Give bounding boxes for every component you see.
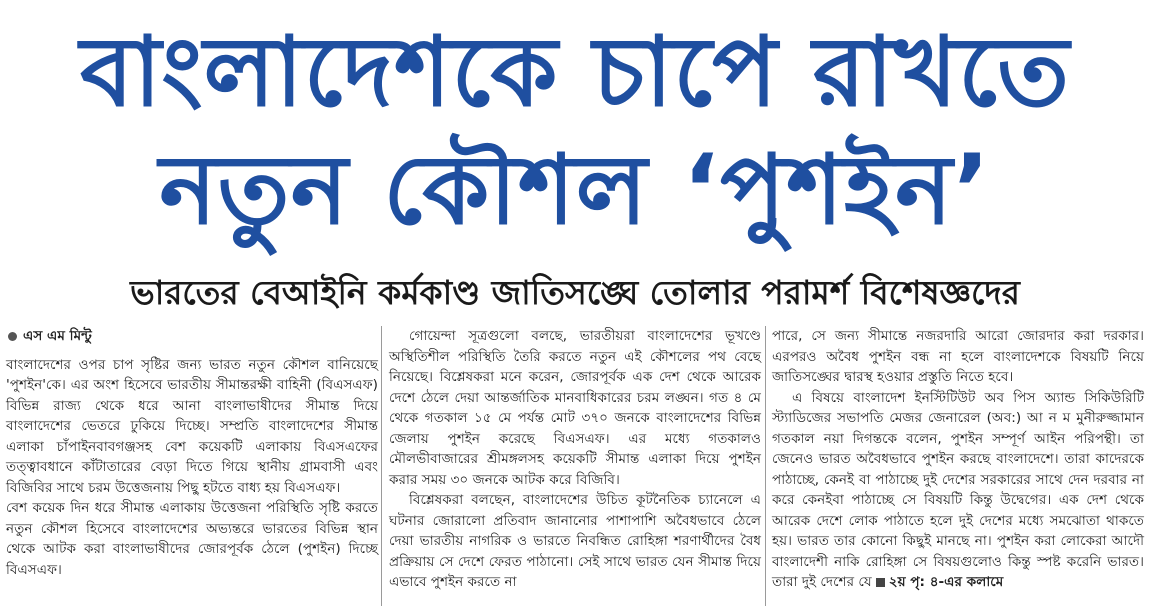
column-divider bbox=[765, 326, 766, 606]
article-paragraph: এ বিষয়ে বাংলাদেশ ইনস্টিটিউট অব পিস অ্যান্ড সিকিউরিটি স্ট্যাডিজের সভাপতি মেজর জেনারেল (অব:) আ ন ম মুনীরুজ্জামান গতকাল নয়া দিগন্তকে বলেন, পুশইন সম্পূর্ণ আইন পরিপন্থী। তা জেনেও ভারত অবৈধভাবে পুশইন করছে বাংলাদেশে। তারা কাদেরকে পাঠাচ্ছে, কেনই বা পাঠাচ্ছে দুই দেশের সরকারের সাথে দেন দরবার না করে কেনইবা পাঠাচ্ছে সে বিষয়টি কিন্তু উদ্বেগের। এক দেশ থেকে আরেক দেশে লোক পাঠাতে হলে দুই দেশের মধ্যে সমঝোতা থাকতে হয়। ভারত তার কোনো কিছুই মানছে না। পুশইন করা লোকেরা আদৌ বাংলাদেশী নাকি রোহিঙ্গা সে বিষয়গুলোও কিন্তু স্পষ্ট করেনি ভারত। তারা দুই দেশের যে bbox=[772, 389, 1144, 590]
column-divider bbox=[381, 326, 382, 606]
article-paragraph: বাংলাদেশের ওপর চাপ সৃষ্টির জন্য ভারত নতুন কৌশল বানিয়েছে 'পুশইন'কে। এর অংশ হিসেবে ভারতীয় সীমান্তরক্ষী বাহিনী (বিএসএফ) বিভিন্ন রাজ্য থেকে ধরে আনা বাংলাভাষীদের সীমান্ত দিয়ে বাংলাদেশের ভেতরে ঢুকিয়ে দিচ্ছে। সম্প্রতি বাংলাদেশের সীমান্ত এলাকা চাঁপাইনবাবগঞ্জসহ বেশ কয়েকটি এলাকায় বিএসএফের তত্ত্বাবধানে কাঁটাতারের বেড়া দিতে গিয়ে স্থানীয় গ্রামবাসী এবং বিজিবির সাথে চরম উত্তেজনায় পিছু হটতে বাধ্য হয় বিএসএফ। bbox=[6, 356, 378, 496]
byline bbox=[6, 326, 378, 347]
article-column-1 bbox=[6, 326, 378, 580]
headline-line-2: নতুন কৌশল ‘পুশইন’ bbox=[159, 134, 991, 246]
byline-author: এস এম মিন্টু bbox=[23, 328, 92, 344]
headline-line-1: বাংলাদেশকে চাপে রাখতে bbox=[79, 16, 1071, 128]
square-bullet-icon bbox=[876, 578, 885, 587]
article-paragraph: পারে, সে জন্য সীমান্তে নজরদারি আরো জোরদার করা দরকার। এরপরও অবৈধ পুশইন বন্ধ না হলে বাংলাদেশকে বিষয়টি নিয়ে জাতিসঙ্ঘের দ্বারস্থ হওয়ার প্রস্তুতি নিতে হবে। bbox=[772, 328, 1144, 385]
article-column-3 bbox=[772, 326, 1144, 593]
subheadline: ভারতের বেআইনি কর্মকাণ্ড জাতিসঙ্ঘে তোলার পরামর্শ বিশেষজ্ঞদের bbox=[130, 273, 1020, 312]
bullet-icon bbox=[8, 332, 17, 341]
article-paragraph: বেশ কয়েক দিন ধরে সীমান্ত এলাকায় উত্তেজনা পরিস্থিতি সৃষ্টি করতে নতুন কৌশল হিসেবে বাংলাদেশের অভ্যন্তরে ভারতের বিভিন্ন স্থান থেকে আটক করা বাংলাভাষীদের জোরপূর্বক ঠেলে (পুশইন) দিচ্ছে বিএসএফ। bbox=[6, 500, 378, 578]
article-paragraph-with-jump bbox=[772, 388, 1144, 593]
article-column-2 bbox=[389, 326, 761, 593]
article-paragraph: বিশ্লেষকরা বলছেন, বাংলাদেশের উচিত কূটনৈতিক চ্যানেলে এ ঘটনার জোরালো প্রতিবাদ জানানোর পাশাপাশি অবৈধভাবে ঠেলে দেয়া ভারতীয় নাগরিক ও ভারতে নিবন্ধিত রোহিঙ্গা শরণার্থীদের বৈধ প্রক্রিয়ায় সে দেশে ফেরত পাঠানো। সেই সাথে ভারত যেন সীমান্ত দিয়ে এভাবে পুশইন করতে না bbox=[389, 492, 761, 590]
jump-label: ২য় পৃ: ৪-এর কলামে bbox=[888, 574, 1004, 590]
article-paragraph: গোয়েন্দা সূত্রগুলো বলছে, ভারতীয়রা বাংলাদেশের ভূখণ্ডে অস্থিতিশীল পরিস্থিতি তৈরি করতে নতুন এই কৌশলের পথ বেছে নিয়েছে। বিশ্লেষকরা মনে করেন, জোরপূর্বক এক দেশ থেকে আরেক দেশে ঠেলে দেয়া আন্তর্জাতিক মানবাধিকারের চরম লঙ্ঘন। গত ৪ মে থেকে গতকাল ১৫ মে পর্যন্ত মোট ৩৭০ জনকে বাংলাদেশের বিভিন্ন জেলায় পুশইন করেছে বিএসএফ। এর মধ্যে গতকালও মৌলভীবাজারের শ্রীমঙ্গলসহ কয়েকটি সীমান্ত এলাকা দিয়ে পুশইন করার সময় ৩০ জনকে আটক করে বিজিবি। bbox=[389, 328, 761, 488]
continuation-jump[interactable] bbox=[872, 574, 1004, 590]
